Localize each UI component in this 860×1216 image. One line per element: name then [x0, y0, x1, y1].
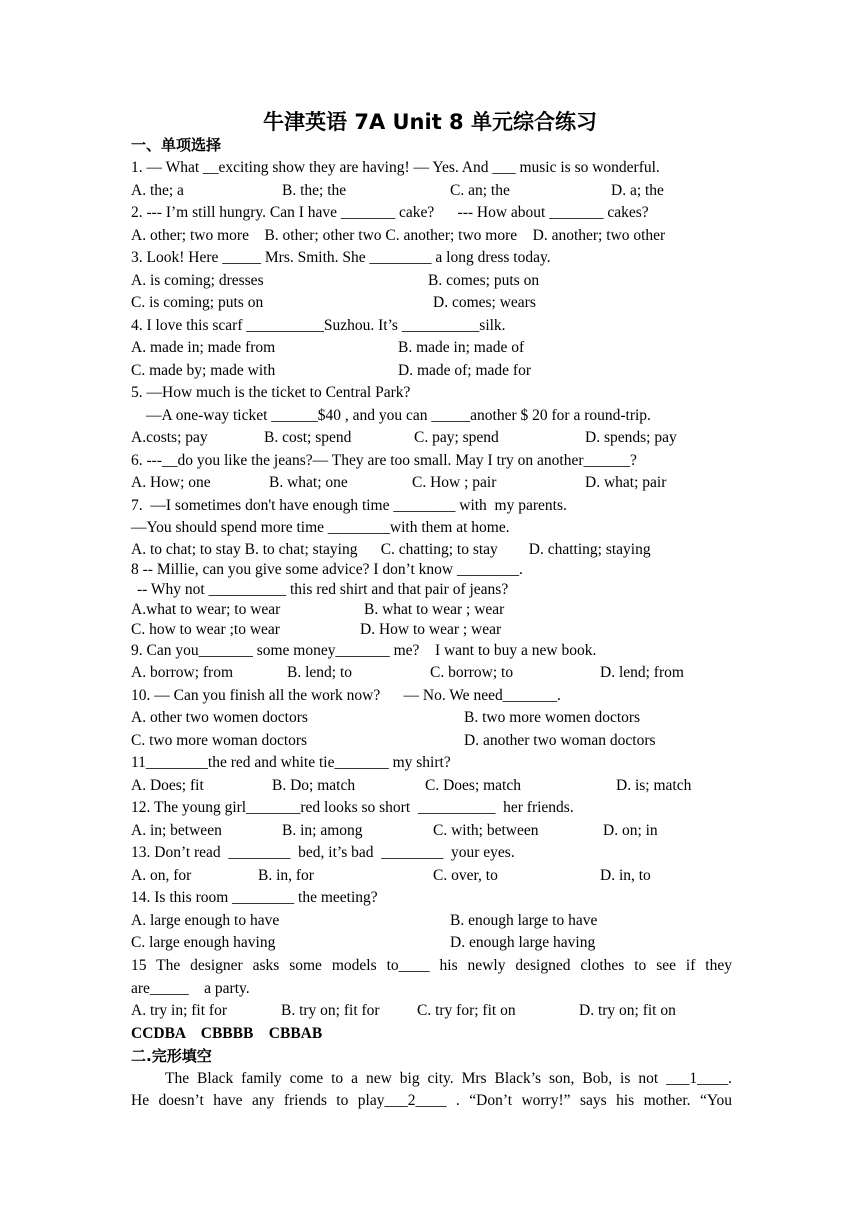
question-13: 13. Don’t read ________ bed, it’s bad ________ your eyes. [131, 844, 515, 861]
option: B. in, for [258, 867, 314, 884]
option: C. large enough having [131, 934, 276, 951]
option: C. how to wear ;to wear [131, 621, 280, 638]
question-5: 5. —How much is the ticket to Central Park? [131, 384, 411, 401]
question-8: 8 -- Millie, can you give some advice? I don’t know ________. [131, 561, 523, 578]
option: B. lend; to [287, 664, 353, 681]
option: A. How; one [131, 474, 211, 491]
option: C. made by; made with [131, 362, 276, 379]
cloze-paragraph-line-1: The Black family come to a new big city. Mrs Black’s son, Bob, is not ___1____. [165, 1070, 732, 1087]
option: B. cost; spend [264, 429, 352, 446]
option: C. two more woman doctors [131, 732, 308, 749]
option: C. How ; pair [412, 474, 497, 491]
question-7: 7. —I sometimes don't have enough time ________ with my parents. [131, 497, 567, 514]
option: B. try on; fit for [281, 1002, 380, 1019]
question-14: 14. Is this room ________ the meeting? [131, 889, 378, 906]
option: D. How to wear ; wear [360, 621, 502, 638]
option: A. in; between [131, 822, 222, 839]
option: D. is; match [616, 777, 692, 794]
question-15-cont: are_____ a party. [131, 980, 250, 997]
option: D. try on; fit on [579, 1002, 676, 1019]
question-11: 11________the red and white tie_______ my shirt? [131, 754, 451, 771]
option: A. on, for [131, 867, 192, 884]
option: C. borrow; to [430, 664, 514, 681]
option: A.what to wear; to wear [131, 601, 281, 618]
option: C. an; the [450, 182, 510, 199]
option: A. is coming; dresses [131, 272, 264, 289]
option: B. Do; match [272, 777, 356, 794]
option: A. the; a [131, 182, 184, 199]
option: D. lend; from [600, 664, 684, 681]
option: A. Does; fit [131, 777, 204, 794]
question-2-options: A. other; two more B. other; other two C. another; two more D. another; two other [131, 227, 666, 244]
question-7-options: A. to chat; to stay B. to chat; staying C. chatting; to stay D. chatting; staying [131, 541, 651, 558]
question-7-reply: —You should spend more time ________with them at home. [131, 519, 510, 536]
question-9: 9. Can you_______ some money_______ me? I want to buy a new book. [131, 642, 597, 659]
question-3: 3. Look! Here _____ Mrs. Smith. She ________ a long dress today. [131, 249, 551, 266]
option: B. two more women doctors [464, 709, 641, 726]
option: B. the; the [282, 182, 347, 199]
option: C. pay; spend [414, 429, 499, 446]
option: C. with; between [433, 822, 539, 839]
option: D. comes; wears [433, 294, 536, 311]
section-heading-multiple-choice: 一、单项选择 [131, 136, 222, 154]
option: B. in; among [282, 822, 363, 839]
option: C. try for; fit on [417, 1002, 516, 1019]
question-4: 4. I love this scarf __________Suzhou. It’s __________silk. [131, 317, 506, 334]
option: B. comes; puts on [428, 272, 540, 289]
option: A. made in; made from [131, 339, 276, 356]
option: A.costs; pay [131, 429, 208, 446]
option: A. other two women doctors [131, 709, 308, 726]
question-6: 6. ---__do you like the jeans?— They are too small. May I try on another______? [131, 452, 637, 469]
option: B. what to wear ; wear [364, 601, 505, 618]
option: D. a; the [611, 182, 664, 199]
option: B. what; one [269, 474, 348, 491]
option: B. made in; made of [398, 339, 525, 356]
option: D. spends; pay [585, 429, 677, 446]
question-1: 1. — What __exciting show they are having! — Yes. And ___ music is so wonderful. [131, 159, 660, 176]
option: C. Does; match [425, 777, 521, 794]
question-2: 2. --- I’m still hungry. Can I have _______ cake? --- How about _______ cakes? [131, 204, 649, 221]
option: D. enough large having [450, 934, 596, 951]
option: A. try in; fit for [131, 1002, 227, 1019]
option: D. on; in [603, 822, 658, 839]
question-5-reply: —A one-way ticket ______$40 , and you can _____another $ 20 for a round-trip. [146, 407, 651, 424]
page-title: 牛津英语 7A Unit 8 单元综合练习 [263, 110, 597, 134]
option: A. large enough to have [131, 912, 280, 929]
question-8-reply: -- Why not __________ this red shirt and that pair of jeans? [137, 581, 509, 598]
option: D. made of; made for [398, 362, 531, 379]
option: C. is coming; puts on [131, 294, 264, 311]
question-12: 12. The young girl_______red looks so short __________ her friends. [131, 799, 574, 816]
question-15: 15 The designer asks some models to____ his newly designed clothes to see if they [131, 957, 732, 974]
cloze-paragraph-line-2: He doesn’t have any friends to play___2____ . “Don’t worry!” says his mother. “You [131, 1092, 732, 1109]
option: B. enough large to have [450, 912, 598, 929]
section-heading-cloze: 二.完形填空 [131, 1047, 212, 1065]
question-10: 10. — Can you finish all the work now? — No. We need_______. [131, 687, 561, 704]
option: D. another two woman doctors [464, 732, 656, 749]
option: D. in, to [600, 867, 651, 884]
option: C. over, to [433, 867, 498, 884]
option: A. borrow; from [131, 664, 234, 681]
answer-key: CCDBA CBBBB CBBAB [131, 1025, 323, 1042]
option: D. what; pair [585, 474, 667, 491]
